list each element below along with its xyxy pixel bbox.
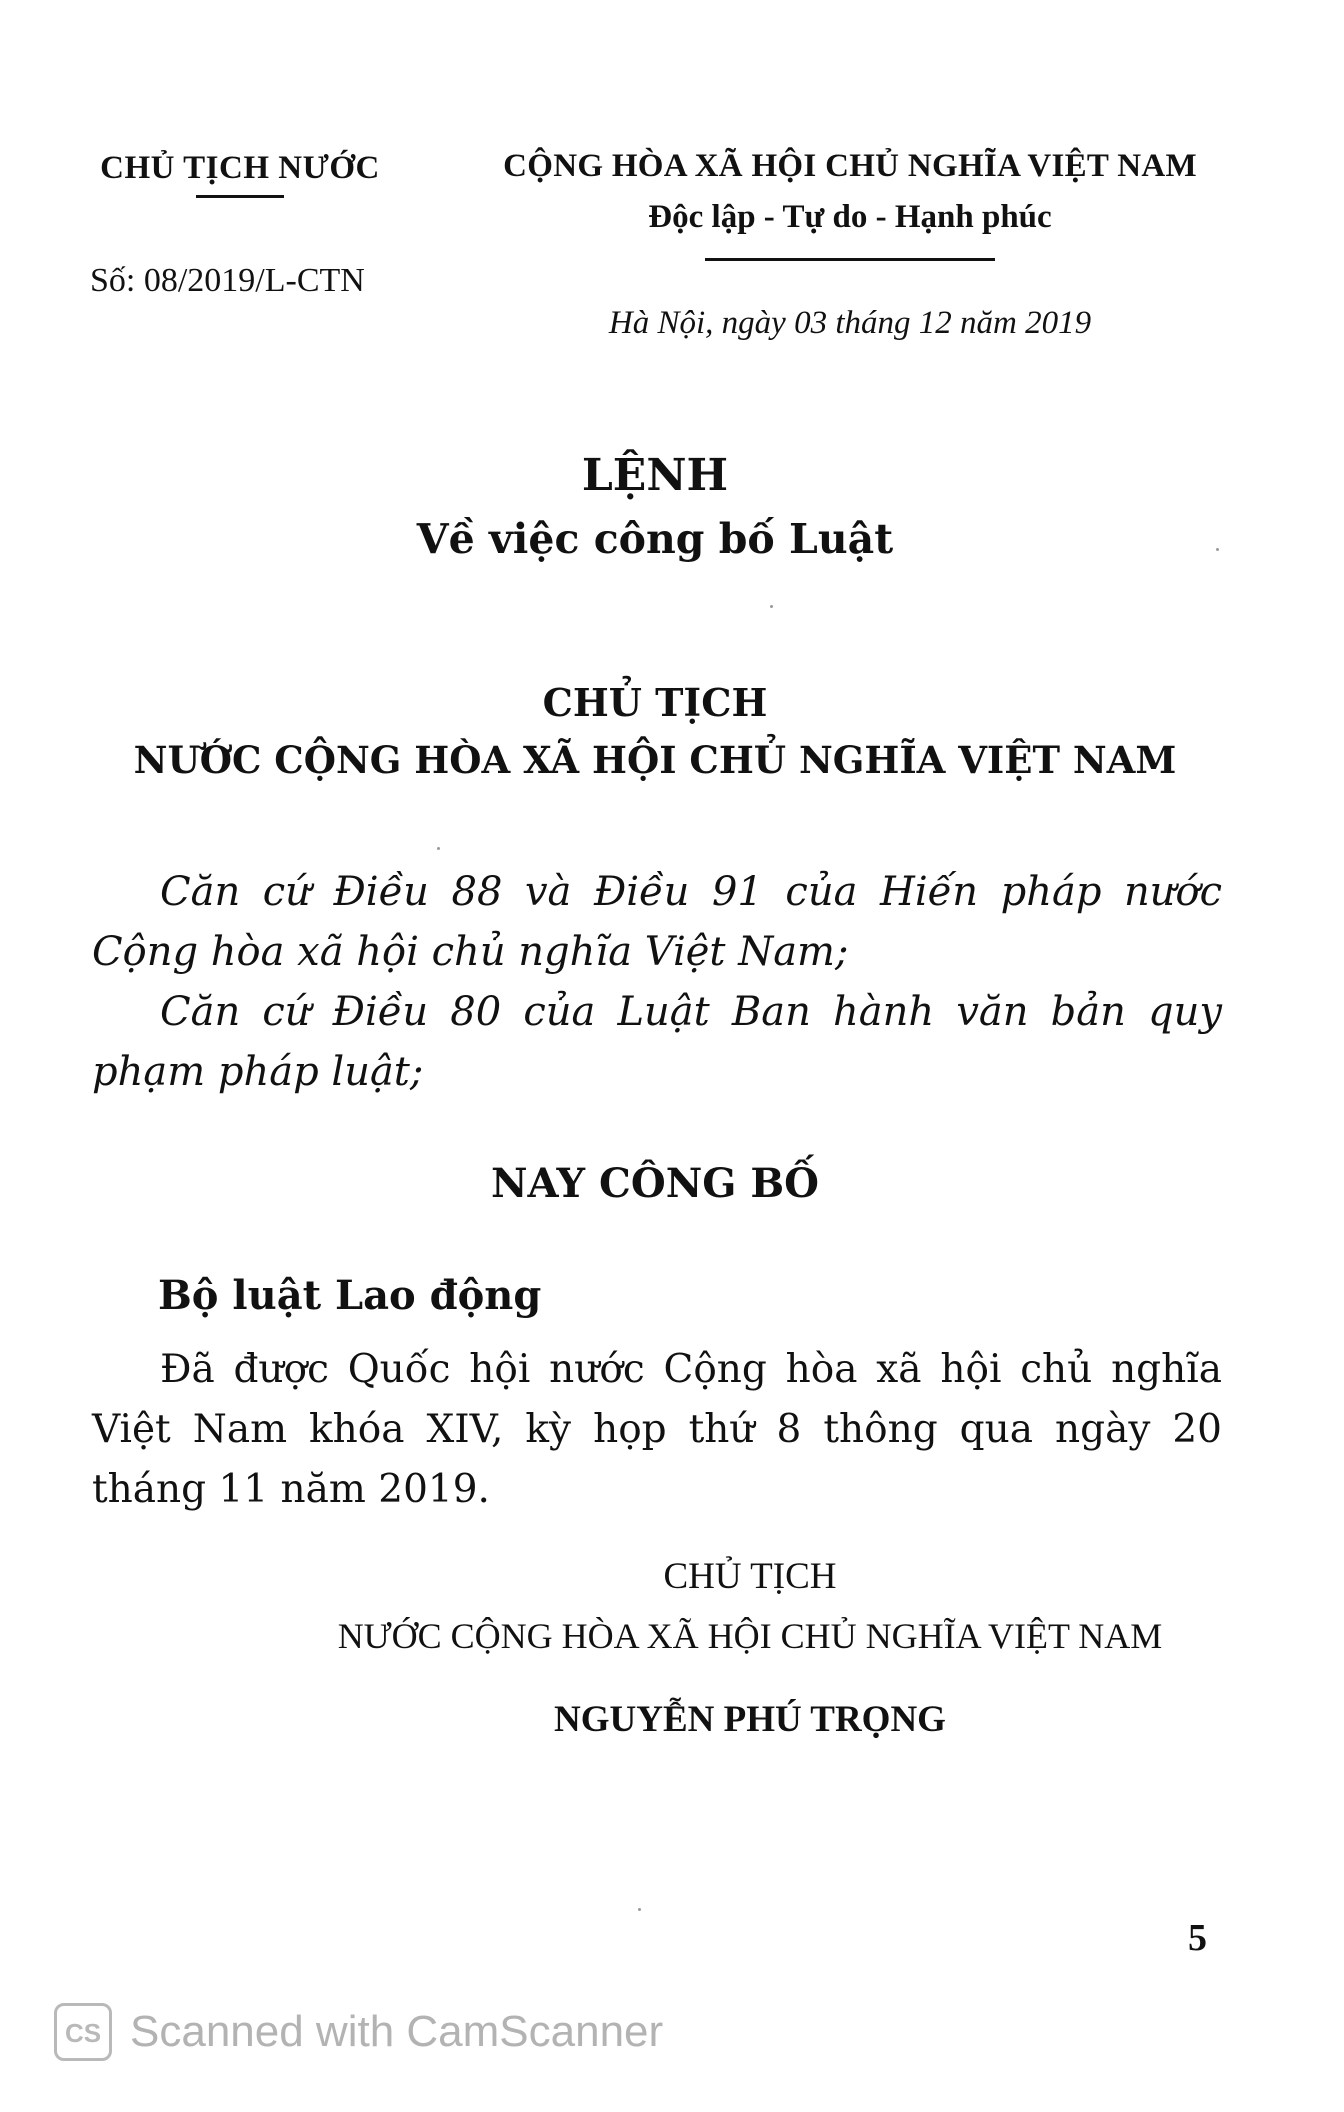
adoption-paragraph: Đã được Quốc hội nước Cộng hòa xã hội chủ nghĩa Việt Nam khóa XIV, kỳ họp thứ 8 thông qua ngày 20 tháng 11 năm 2019. bbox=[92, 1347, 1222, 1512]
issuer-block bbox=[70, 150, 410, 198]
document-number: Số: 08/2019/L-CTN bbox=[90, 262, 365, 299]
recitals bbox=[92, 862, 1222, 1102]
scan-speck bbox=[1216, 548, 1219, 551]
document-subtitle: Về việc công bố Luật bbox=[416, 515, 894, 563]
camscanner-logo-icon bbox=[54, 2003, 112, 2061]
promulgation-heading: NAY CÔNG BỐ bbox=[490, 1160, 820, 1207]
authority-title: CHỦ TỊCH bbox=[542, 680, 768, 725]
signatory-name: NGUYỄN PHÚ TRỌNG bbox=[554, 1699, 946, 1740]
signatory-country: NƯỚC CỘNG HÒA XÃ HỘI CHỦ NGHĨA VIỆT NAM bbox=[337, 1616, 1163, 1656]
issuer-underline bbox=[196, 195, 284, 198]
authority-country: NƯỚC CỘNG HÒA XÃ HỘI CHỦ NGHĨA VIỆT NAM bbox=[133, 738, 1177, 782]
scan-speck bbox=[638, 1908, 641, 1911]
recital-law: Căn cứ Điều 80 của Luật Ban hành văn bản quy phạm pháp luật; bbox=[92, 989, 1222, 1095]
scan-speck bbox=[770, 605, 773, 608]
recital-constitution: Căn cứ Điều 88 và Điều 91 của Hiến pháp nước Cộng hòa xã hội chủ nghĩa Việt Nam; bbox=[92, 869, 1222, 975]
page-number: 5 bbox=[1188, 1917, 1207, 1959]
law-name: Bộ luật Lao động bbox=[158, 1272, 542, 1319]
issuer-title: CHỦ TỊCH NƯỚC bbox=[100, 150, 380, 186]
signatory-title: CHỦ TỊCH bbox=[663, 1556, 837, 1597]
scan-speck bbox=[437, 847, 440, 850]
national-motto: Độc lập - Tự do - Hạnh phúc bbox=[648, 199, 1052, 235]
document-title: LỆNH bbox=[581, 450, 729, 501]
motto-underline bbox=[705, 258, 995, 261]
scanner-watermark bbox=[54, 2000, 663, 2064]
watermark-text: Scanned with CamScanner bbox=[130, 2007, 664, 2056]
place-and-date: Hà Nội, ngày 03 tháng 12 năm 2019 bbox=[608, 305, 1092, 341]
camscanner-logo-glyph bbox=[60, 2015, 106, 2049]
camscanner-logo-text: CS bbox=[64, 2018, 102, 2048]
republic-name: CỘNG HÒA XÃ HỘI CHỦ NGHĨA VIỆT NAM bbox=[503, 148, 1197, 184]
national-header bbox=[480, 148, 1220, 261]
